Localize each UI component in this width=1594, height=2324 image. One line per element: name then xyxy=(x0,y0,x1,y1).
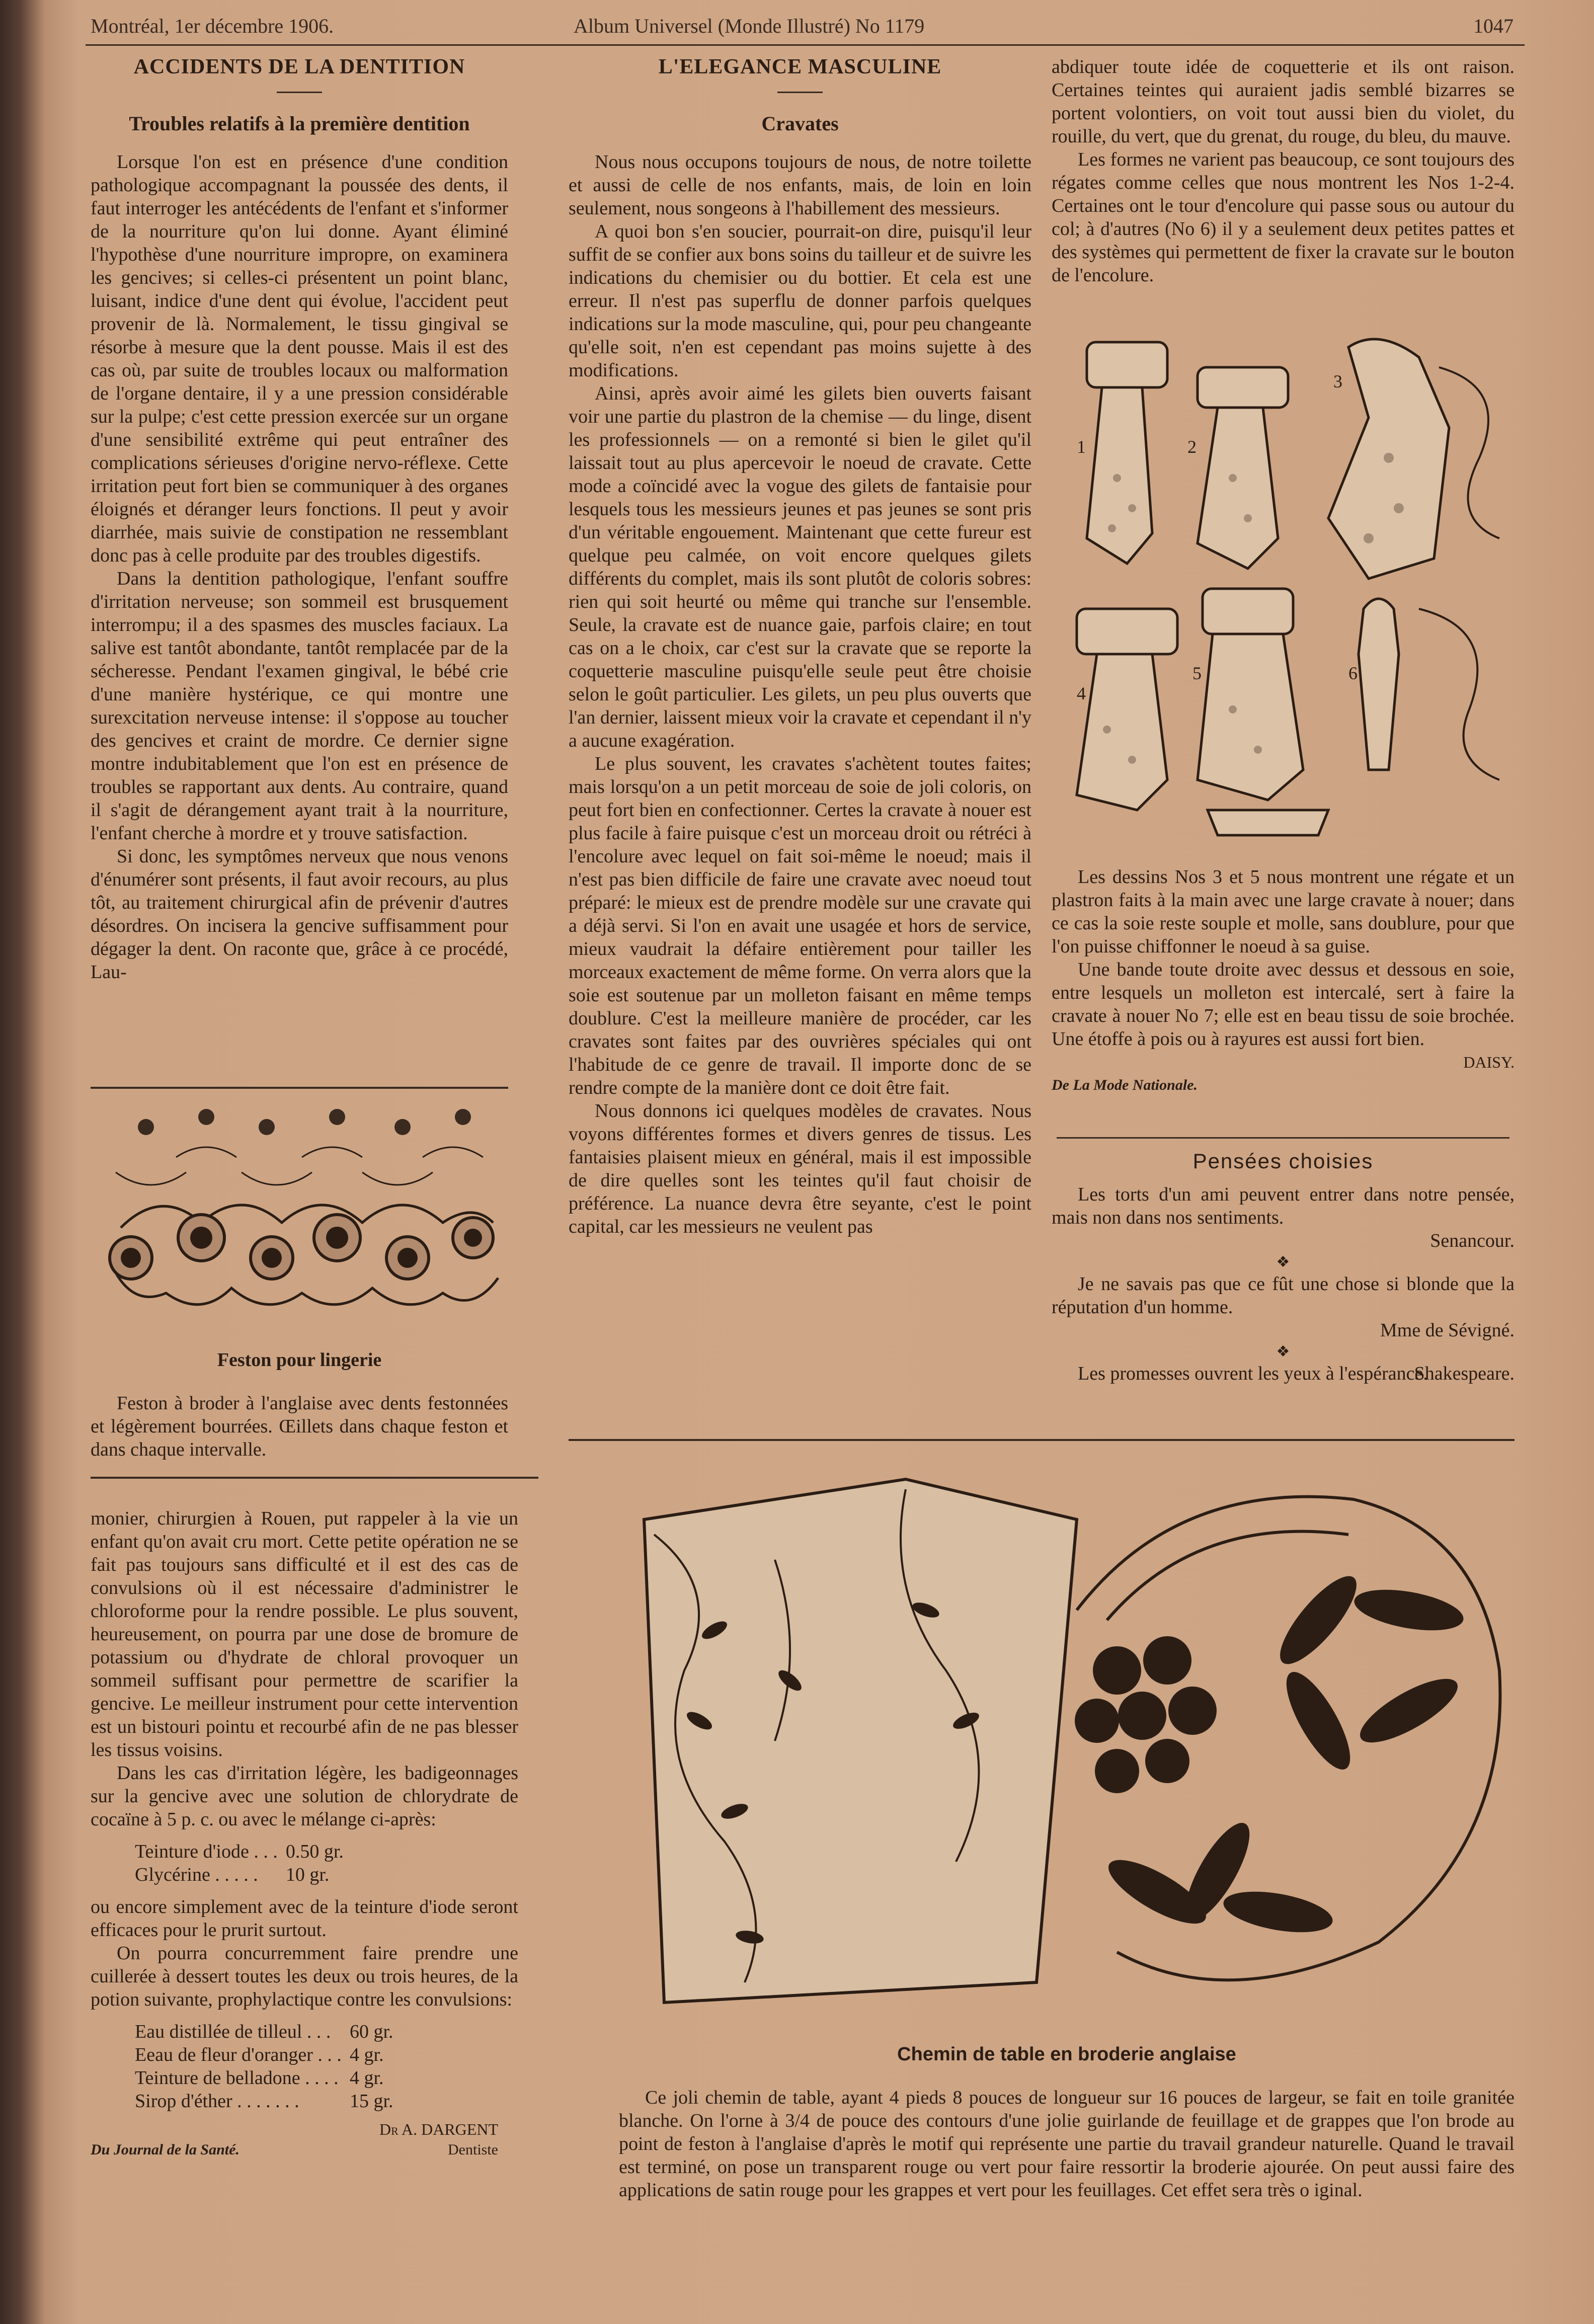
recipe-qty: 60 gr. xyxy=(349,2021,393,2042)
quote-author: Shakespeare. xyxy=(1414,1363,1515,1384)
recipe-item: Eeau de fleur d'oranger . . . xyxy=(135,2044,342,2065)
recipe-item: Eau distillée de tilleul . . . xyxy=(135,2021,331,2042)
elegance-subtitle: Cravates xyxy=(761,112,839,135)
quote-author: Mme de Sévigné. xyxy=(1380,1320,1515,1341)
dentition-paragraph: On pourra concurremment faire prendre une cuillerée à dessert toutes les deux ou trois heures, de la potion suivante, prophylactique contre les convulsions: xyxy=(91,1943,518,2010)
fig-number: 1 xyxy=(1077,437,1086,457)
elegance-paragraph: Nous donnons ici quelques modèles de cravates. Nous voyons différentes formes et divers genres de tissus. Les fantaisies plaisent mieux en général, mais il est impossible de dire quelles sont les teintes qu'il faut choisir de préférence. La nuance devra être seyante, c'est le point capital, car les messieurs ne veulent pas xyxy=(569,1100,1031,1237)
recipe-qty: 15 gr. xyxy=(349,2091,393,2112)
fig-number: 3 xyxy=(1333,371,1342,391)
recipe-table-2 xyxy=(131,2020,397,2113)
recipe-item: Teinture de belladone . . . . xyxy=(135,2067,339,2089)
chemin-block xyxy=(619,2043,1515,2202)
pensees-title: Pensées choisies xyxy=(1192,1149,1374,1173)
pensees-block xyxy=(1052,1150,1515,1385)
recipe-qty: 0.50 gr. xyxy=(285,1841,344,1862)
recipe-qty: 10 gr. xyxy=(285,1864,330,1885)
running-head xyxy=(91,14,1513,44)
elegance-paragraph: Le plus souvent, les cravates s'achètent toutes faites; mais lorsqu'on a un petit morceau de soie de joli coloris, on peut fort bien en confectionner. Certes la cravate à nouer est plus facile à faire puisque c'est un morceau droit ou rétréci à l'encolure avec lequel on fait soi-même le noeud; mais il n'est pas bien difficile de faire une cravate avec noeud tout préparé: le mieux est de prendre modèle sur une cravate qui a déjà servi. Si l'on en avait une usagée et hors de service, mieux vaudrait la défaire entièrement pour tailler les morceaux exactement de même forme. On verra alors que la soie est soutenue par un molleton faisant en même temps doublure. C'est la meilleure manière de procéder, car les cravates sont faites par des ouvrières spéciales qui ont l'habitude de ce genre de travail. Il importe donc de se rendre compte de la manière dont ce doit être fait. xyxy=(569,753,1031,1098)
elegance-title: L'ELEGANCE MASCULINE xyxy=(658,55,942,78)
quote-text: Les torts d'un ami peuvent entrer dans notre pensée, mais non dans nos sentiments. xyxy=(1052,1184,1515,1228)
header-date: Montréal, 1er décembre 1906. xyxy=(91,15,334,37)
elegance-paragraph: Les dessins Nos 3 et 5 nous montrent une régate et un plastron faits à la main avec une large cravate à nouer; dans ce cas la soie reste souple et molle, sans doublure, pour que l'on puisse chiffonner le noeud à sa guise. xyxy=(1052,866,1515,957)
dentition-subtitle: Troubles relatifs à la première dentition xyxy=(129,112,470,135)
fig-number: 2 xyxy=(1187,437,1197,457)
recipe-row xyxy=(131,1840,348,1863)
quote-text: Je ne savais pas que ce fût une chose si blonde que la réputation d'un homme. xyxy=(1052,1273,1515,1318)
recipe-row xyxy=(131,2066,397,2090)
section-rule xyxy=(91,1087,508,1089)
separator-ornament: ❖ xyxy=(1276,1254,1290,1270)
elegance-paragraph: Les formes ne varient pas beaucoup, ce sont toujours des régates comme celles que nous montrent les Nos 1-2-4. Certaines ont le tour d'encolure qui passe sous ou autour du col; à d'autres (No 6) il y a seulement deux petites pattes et des systèmes qui permettent de fixer la cravate sur le bouton de l'encolure. xyxy=(1052,149,1515,286)
title-rule xyxy=(777,92,823,93)
recipe-item: Glycérine . . . . . xyxy=(135,1864,258,1885)
cravates-illustration xyxy=(1067,327,1520,855)
dentition-paragraph: Dans les cas d'irritation légère, les badigeonnages sur la gencive avec une solution de chlorydrate de cocaïne à 5 p. c. ou avec le mélange ci-après: xyxy=(91,1762,518,1830)
elegance-paragraph: abdiquer toute idée de coquetterie et ils ont raison. Certaines teintes qui auraient jadis semblé bizarres se portent volontiers, on voit tout aussi bien du violet, du rouille, du vert, que du grenat, du rouge, du bleu, du mauve. xyxy=(1052,56,1515,147)
elegance-paragraph: Nous nous occupons toujours de nous, de notre toilette et aussi de celle de nos enfants, mais, de loin en loin seulement, nous songeons à l'habillement des messieurs. xyxy=(569,151,1031,219)
feston-illustration xyxy=(101,1097,503,1318)
section-rule xyxy=(91,1477,538,1479)
recipe-row xyxy=(131,2090,397,2113)
recipe-table-1 xyxy=(131,1840,348,1886)
chemin-caption: Chemin de table en broderie anglaise xyxy=(897,2044,1236,2065)
recipe-row xyxy=(131,2043,397,2066)
dentition-article xyxy=(91,55,508,984)
feston-block xyxy=(91,1348,508,1461)
dentition-paragraph: Si donc, les symptômes nerveux que nous venons d'énumérer sont présents, il faut avoir recours, au plus tôt, au traitement chirurgical afin de prévenir d'autres désordres. On incisera la gencive suffisamment pour dégager la dent. On raconte que, grâce à ce procédé, Lau- xyxy=(91,846,508,983)
section-rule xyxy=(1057,1137,1509,1139)
dentition-source: Du Journal de la Santé. xyxy=(91,2141,240,2158)
recipe-item: Teinture d'iode . . . xyxy=(135,1841,278,1862)
recipe-row xyxy=(131,2020,397,2043)
elegance-ending xyxy=(1052,865,1515,1097)
recipe-qty: 4 gr. xyxy=(349,2044,384,2065)
fig-number: 4 xyxy=(1077,683,1086,703)
elegance-paragraph: A quoi bon s'en soucier, pourrait-on dire, puisqu'il leur suffit de se confier aux bons soins du tailleur et de suivre les indications du chemisier ou du bottier. Et cela est une erreur. Il n'est pas superflu de donner parfois quelques indications sur la mode masculine, qui, pour peu changeante qu'elle soit, n'en est cependant pas moins sujette à des modifications. xyxy=(569,221,1031,381)
quote-text: Les promesses ouvrent les yeux à l'espérance. xyxy=(1078,1363,1428,1384)
dentition-paragraph: monier, chirurgien à Rouen, put rappeler à la vie un enfant qu'on avait cru mort. Cette petite opération ne se fait pas toujours sans difficulté et il est des cas de convulsions où il est nécessaire d'administrer le chloroforme pour la rendre possible. Le plus souvent, heureusement, on pourra par une dose de bromure de potassium ou d'hydrate de chloral provoquer un sommeil suffisant pour permettre de scarifier la gencive. Le meilleur instrument pour cette intervention est un bistouri pointu et recourbé afin de ne pas blesser les tissus voisins. xyxy=(91,1508,518,1760)
page-number: 1047 xyxy=(1473,15,1513,37)
chemin-illustration xyxy=(624,1459,1520,2028)
section-rule xyxy=(569,1439,1515,1441)
chemin-description: Ce joli chemin de table, ayant 4 pieds 8 pouces de longueur sur 16 pouces de largeur, se fait en toile granitée blanche. On l'orne à 3/4 de pouce des contours d'une jolie guirlande de feuillage et de grappes que l'on brode au point de feston à l'anglaise d'après le motif qui représente une partie du travail grandeur naturelle. Quand le travail est terminé, on pose un transparent rouge ou vert pour faire ressortir la broderie ajourée. On peut aussi faire des applications de satin rouge pour les grappes et vert pour les feuillages. Cet effet sera très o iginal. xyxy=(619,2087,1515,2201)
elegance-continued xyxy=(1052,55,1515,287)
fig-number: 5 xyxy=(1192,663,1202,683)
elegance-source: De La Mode Nationale. xyxy=(1052,1077,1198,1093)
title-rule xyxy=(277,92,322,93)
elegance-signature: DAISY. xyxy=(1463,1053,1515,1071)
dentition-title: ACCIDENTS DE LA DENTITION xyxy=(133,55,465,78)
elegance-article xyxy=(569,55,1031,1238)
author-name: Dr A. DARGENT xyxy=(379,2120,498,2138)
dentition-paragraph: Lorsque l'on est en présence d'une condition pathologique accompagnant la poussée des dents, il faut interroger les antécédents de l'enfant et s'informer de la nourriture qu'on lui donne. Ayant éliminé l'hypothèse d'une nourriture impropre, on examinera les gencives; si celles-ci présentent un point blanc, luisant, indice d'une dent qui évolue, l'accident peut provenir de là. Normalement, le tissu gingival se résorbe à mesure que la dent pousse. Mais il est des cas où, par suite de troubles locaux ou malformation de l'organe dentaire, il y a une pression considérable sur la pulpe; c'est cette pression exercée sur un organe d'une sensibilité extrême qui peut entraîner des complications sérieuses d'origine nervo-réflexe. Cette irritation peut fort bien se communiquer à des organes éloignés et déranger leurs fonctions. Il peut y avoir diarrhée, mais suivie de constipation ne ressemblant donc pas à celle produite par des troubles digestifs. xyxy=(91,151,508,566)
author-title: Dentiste xyxy=(448,2141,498,2158)
header-rule xyxy=(86,44,1525,46)
recipe-qty: 4 gr. xyxy=(349,2067,384,2089)
recipe-item: Sirop d'éther . . . . . . . xyxy=(135,2091,299,2112)
dentition-paragraph: ou encore simplement avec de la teinture d'iode seront efficaces pour le prurit surtout. xyxy=(91,1896,518,1941)
feston-caption: Feston pour lingerie xyxy=(217,1349,382,1371)
dentition-continued xyxy=(91,1507,518,2159)
header-publication: Album Universel (Monde Illustré) No 1179 xyxy=(574,15,925,37)
elegance-paragraph: Ainsi, après avoir aimé les gilets bien ouverts faisant voir une partie du plastron de la chemise — du linge, disent les professionnels — on a remonté si bien le gilet qu'il laissait tout au plus apercevoir le noeud de cravate. Cette mode a coïncidé avec la vogue des gilets de fantaisie pour lesquels tous les messieurs jeunes et pas jeunes se sont pris d'un véritable engouement. Maintenant que cette fureur est quelque peu calmée, on voit encore quelques gilets différents du complet, mais ils sont plutôt de coloris sobres: rien qui soit heurté ou même qui tranche sur l'ensemble. Seule, la cravate est de nuance gaie, parfois claire; en tout cas on a le choix, car c'est sur la cravate que se reporte la coquetterie masculine puisqu'elle seule peut être choisie selon le goût particulier. Les gilets, un peu plus ouverts que l'an dernier, laissent mieux voir la cravate et cependant il n'y a aucune exagération. xyxy=(569,383,1031,751)
quote-author: Senancour. xyxy=(1430,1230,1515,1251)
elegance-paragraph: Une bande toute droite avec dessus et dessous en soie, entre lesquels un molleton est intercalé, sert à faire la cravate à nouer No 7; elle est en beau tissu de soie brochée. Une étoffe à pois ou à rayures est aussi fort bien. xyxy=(1052,959,1515,1050)
recipe-row xyxy=(131,1863,348,1886)
dentition-paragraph: Dans la dentition pathologique, l'enfant souffre d'irritation nerveuse; son sommeil est brusquement interrompu; il a des spasmes des muscles faciaux. La salive est tantôt abondante, tantôt remplacée par de la sécheresse. Pendant l'examen gingival, le bébé crie d'une manière hystérique, ce qui montre une surexcitation nerveuse intense: il s'oppose au toucher des gencives et craint de mordre. Ce dernier signe montre indubitablement que l'on est en présence de troubles se rapportant aux dents. Au contraire, quand il s'agit de dérangement ayant trait à la nourriture, l'enfant cherche à mordre et y trouve satisfaction. xyxy=(91,568,508,844)
fig-number: 6 xyxy=(1348,663,1358,683)
separator-ornament: ❖ xyxy=(1276,1343,1290,1360)
feston-description: Feston à broder à l'anglaise avec dents festonnées et légèrement bourrées. Œillets dans chaque feston et dans chaque intervalle. xyxy=(91,1393,508,1460)
